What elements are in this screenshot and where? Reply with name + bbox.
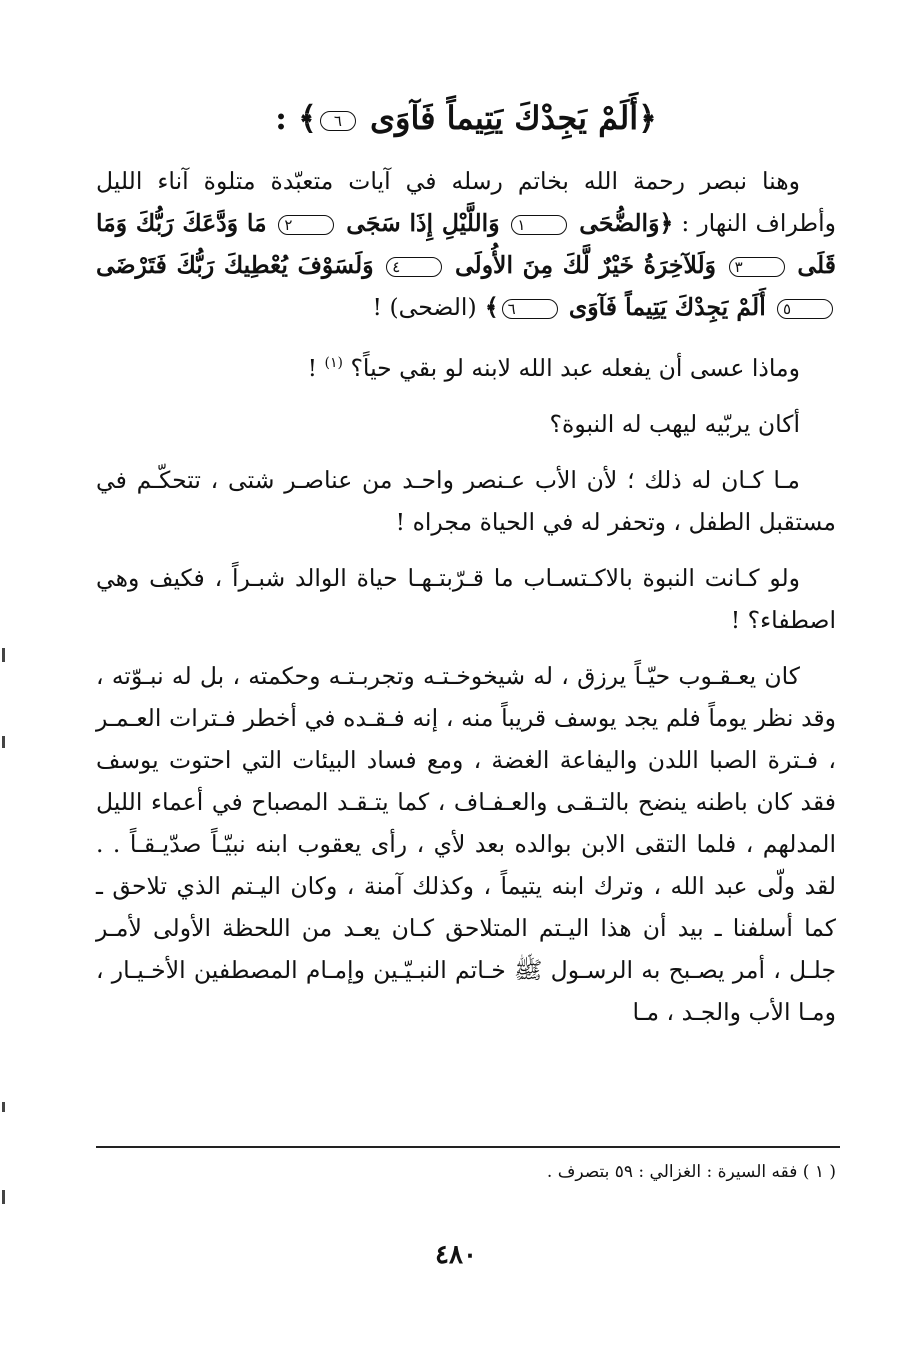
ayah-number-6: ٦ xyxy=(502,299,558,319)
paragraph-yaqub-yusuf: كان يعـقـوب حيّـاً يرزق ، له شيخوخـتـه وتجربـتـه وحكمته ، بل له نبـوّته ، وقد نظر يوماً فلم يجد يوسف قريباً منه ، إنه فـقـده في أخطر فـترات العـمـر ، فـترة الصبا اللدن واليفاعة الغضة ، ومع فساد البيئات التي احتوت يوسف فقد كان باطنه ينضح بالتـقـى والعـفـاف ، كما يتـقـد المصباح في أعماء الليل المدلهم ، فلما التقى الابن بوالده بعد لأي ، رأى يعقوب ابنه نبيّـاً صدّيـقـاً . . لقد ولّى عبد الله ، وترك ابنه يتيماً ، وكذلك آمنة ، وكان اليـتم الذي تلاحق ـ كما أسلفنا ـ بيد أن هذا اليـتم المتلاحق كـان يعـد من اللحظة الأولى لأمـر جلـل ، أمر يصـبح به الرسـول ﷺ خـاتم النبـيّـين وإمـام المصطفين الأخـيـار ، ومـا الأب والجـد ، مـا xyxy=(96,661,836,1026)
footnote-divider xyxy=(96,1146,840,1148)
heading-colon: : xyxy=(275,99,287,137)
ayah-text-1: وَالضُّحَى xyxy=(579,209,660,237)
ayah-text-2: وَاللَّيْلِ إِذَا سَجَى xyxy=(346,209,500,237)
edge-mark xyxy=(2,1190,5,1204)
ayah-number-1: ١ xyxy=(511,215,567,235)
ayah-number-4: ٤ xyxy=(386,257,442,277)
footnote-marker: (١) xyxy=(324,355,343,371)
page-heading xyxy=(96,96,836,140)
ayah-text-6: أَلَمْ يَجِدْكَ يَتِيماً فَآوَى xyxy=(568,293,766,321)
page-body xyxy=(96,96,836,1047)
ayah-text-3: مَا وَدَّعَكَ رَبُّكَ وَمَا قَلَى xyxy=(96,209,837,279)
ayah-number-3: ٣ xyxy=(729,257,785,277)
edge-mark xyxy=(2,1102,5,1112)
paragraph-father-element: مـا كـان له ذلك ؛ لأن الأب عـنصر واحـد من عناصـر شتى ، تتحكّـم في مستقبل الطفل ، وتحفر له في الحياة مجراه ! xyxy=(96,465,836,536)
ayah-number-5: ٥ xyxy=(777,299,833,319)
paragraph-question-end: ! xyxy=(307,353,318,382)
heading-verse: أَلَمْ يَجِدْكَ يَتِيماً فَآوَى xyxy=(369,99,639,137)
heading-close-bracket: ﴾ xyxy=(298,99,317,137)
ayah-text-5: وَلَسَوْفَ يُعْطِيكَ رَبُّكَ فَتَرْضَى xyxy=(96,251,374,279)
ayah-number-2: ٢ xyxy=(278,215,334,235)
footnote: ( ١ ) فقه السيرة : الغزالي : ٥٩ بتصرف . xyxy=(546,1162,836,1182)
ayah-text-4: وَلَلآخِرَةُ خَيْرٌ لَّكَ مِنَ الأُولَى xyxy=(454,251,716,279)
paragraph-intro: وهنا نبصر رحمة الله بخاتم رسله في آيات متعبّدة متلوة آناء الليل وأطراف النهار : xyxy=(96,167,836,237)
page-number: ٤٨٠ xyxy=(435,1240,477,1270)
edge-mark xyxy=(2,736,5,748)
quran-open-bracket: ﴿ xyxy=(659,209,674,237)
paragraph-acquisition: ولو كـانت النبوة بالاكـتسـاب ما قـرّبتـهـا حياة الوالد شبـراً ، فكيف وهي اصطفاء؟ ! xyxy=(96,563,836,634)
edge-mark xyxy=(2,648,5,662)
paragraph-prophethood-question: أكان يربّيه ليهب له النبوة؟ xyxy=(549,409,800,438)
paragraph-quran-citation xyxy=(96,160,836,328)
quran-close-bracket: ﴾ xyxy=(484,293,499,321)
paragraph-question-abdullah xyxy=(96,342,836,389)
heading-ayah-number: ٦ xyxy=(320,111,356,131)
paragraph-question-text: وماذا عسى أن يفعله عبد الله لابنه لو بقي حياً؟ xyxy=(350,353,800,382)
surah-reference: (الضحى) ! xyxy=(372,293,477,321)
heading-open-bracket: ﴿ xyxy=(638,99,657,137)
